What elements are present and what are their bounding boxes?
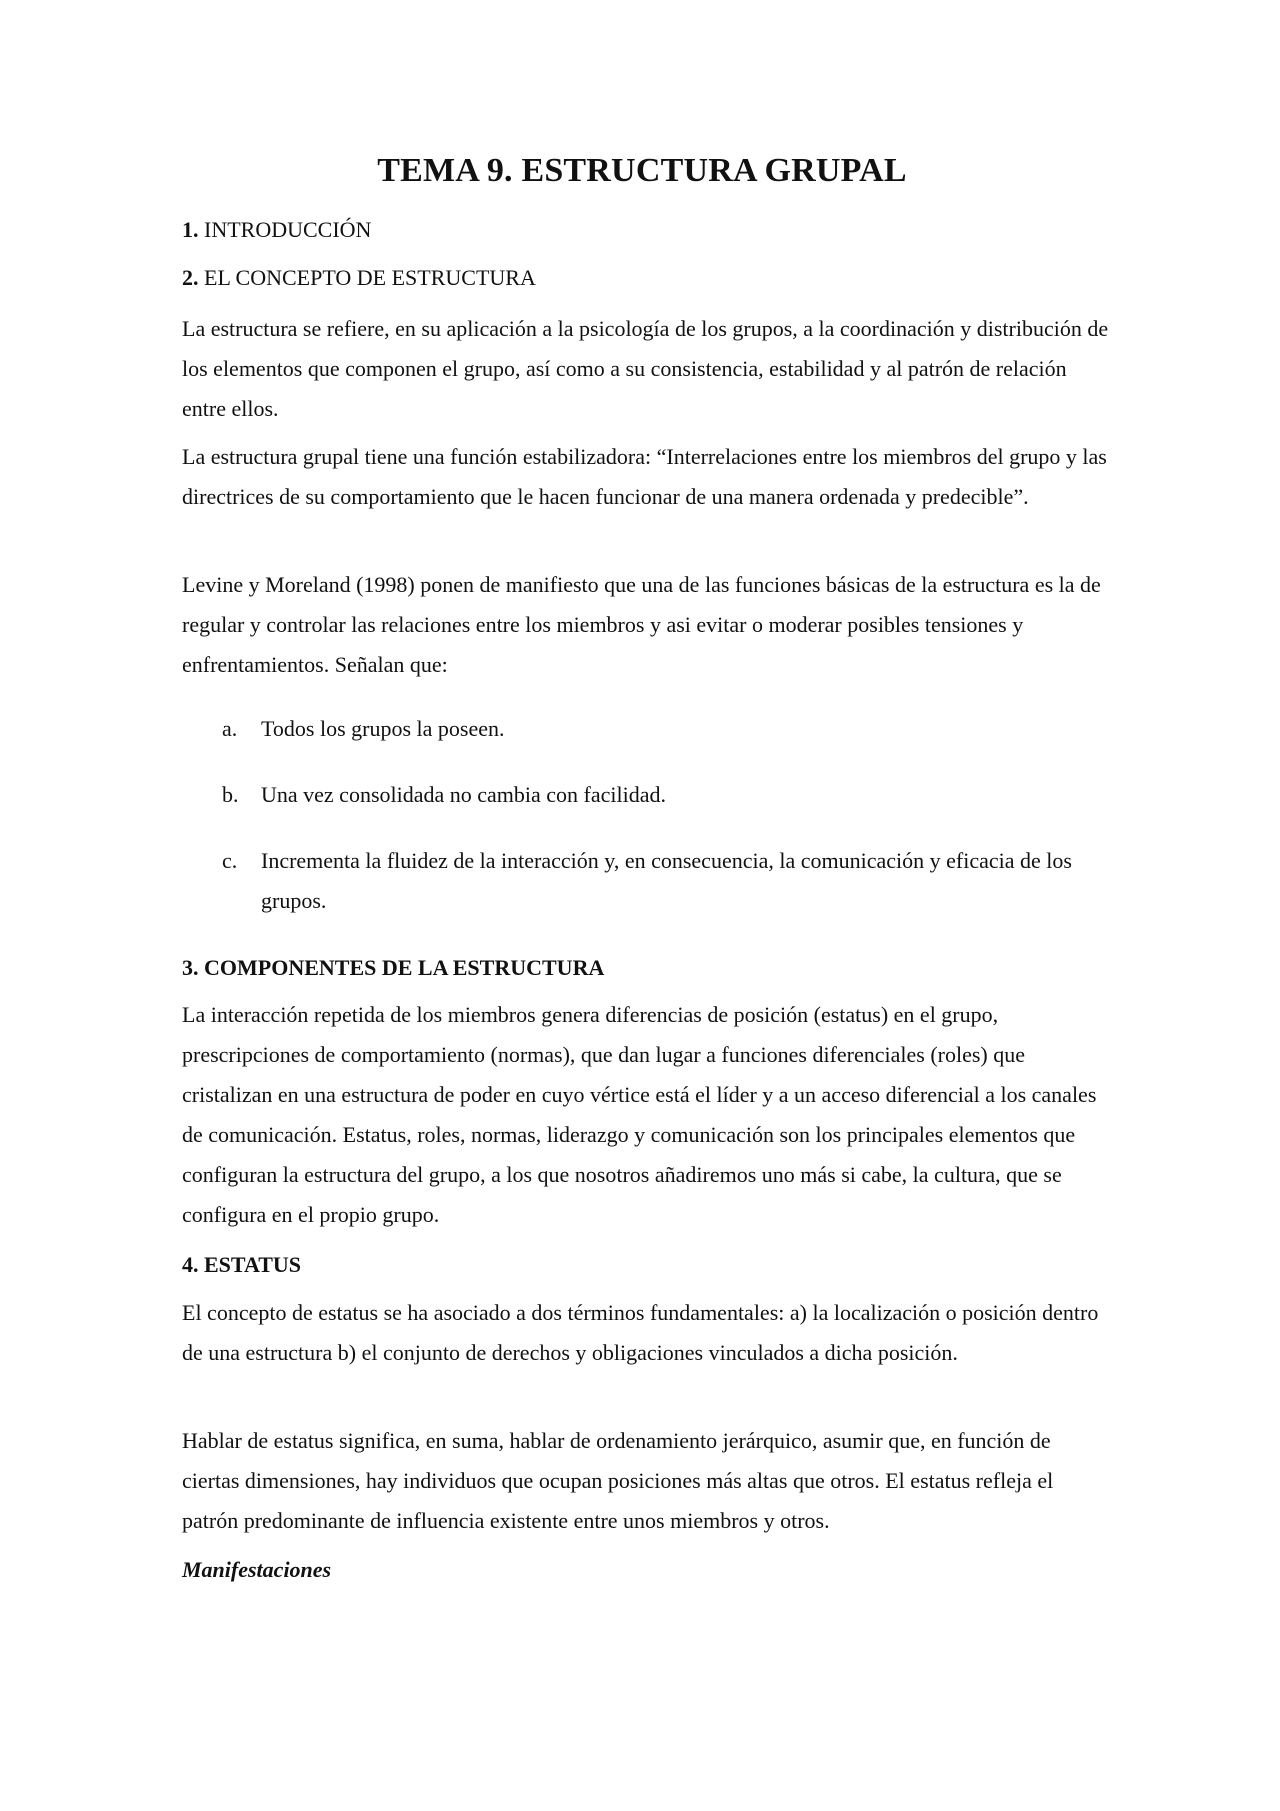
section-number: 2. <box>182 265 199 290</box>
section-title: ESTATUS <box>204 1252 302 1277</box>
paragraph: La estructura se refiere, en su aplicación a la psicología de los grupos, a la coordinación y distribución de los elementos que componen el grupo, así como a su consistencia, estabilidad y al patrón de relación entre ellos. <box>182 316 1109 421</box>
list-item-text: Todos los grupos la poseen. <box>261 716 505 741</box>
section-number: 4. <box>182 1252 199 1277</box>
section-title: EL CONCEPTO DE ESTRUCTURA <box>204 265 536 290</box>
paragraph: Hablar de estatus significa, en suma, hablar de ordenamiento jerárquico, asumir que, en función de ciertas dimensiones, hay individuos que ocupan posiciones más altas que otros. El estatus refleja el patrón predominante de influencia existente entre unos miembros y otros. <box>182 1428 1054 1533</box>
section-number: 3. <box>182 955 199 980</box>
section-heading-introduccion <box>182 215 371 245</box>
list-marker: b. <box>222 782 239 807</box>
list-marker: a. <box>222 716 238 741</box>
section-heading-componentes <box>182 953 604 983</box>
section-title: COMPONENTES DE LA ESTRUCTURA <box>204 955 605 980</box>
section-number: 1. <box>182 217 199 242</box>
list-item <box>222 775 1102 815</box>
list-marker: c. <box>222 848 238 873</box>
list-item-text: Una vez consolidada no cambia con facilidad. <box>261 782 667 807</box>
subheading-manifestaciones: Manifestaciones <box>182 1557 332 1582</box>
paragraph: El concepto de estatus se ha asociado a dos términos fundamentales: a) la localización o posición dentro de una estructura b) el conjunto de derechos y obligaciones vinculados a dicha posición. <box>182 1300 1099 1365</box>
paragraph: La estructura grupal tiene una función estabilizadora: “Interrelaciones entre los miembros del grupo y las directrices de su comportamiento que le hacen funcionar de una manera ordenada y predecible”. <box>182 444 1107 509</box>
section-heading-estatus <box>182 1250 301 1280</box>
list-item-text: Incrementa la fluidez de la interacción y, en consecuencia, la comunicación y eficacia de los grupos. <box>261 848 1072 913</box>
page-title: TEMA 9. ESTRUCTURA GRUPAL <box>377 152 907 189</box>
paragraph: La interacción repetida de los miembros genera diferencias de posición (estatus) en el grupo, prescripciones de comportamiento (normas), que dan lugar a funciones diferenciales (roles) que cristalizan en una estructura de poder en cuyo vértice está el líder y a un acceso diferencial a los canales de comunicación. Estatus, roles, normas, liderazgo y comunicación son los principales elementos que configuran la estructura del grupo, a los que nosotros añadiremos uno más si cabe, la cultura, que se configura en el propio grupo. <box>182 1002 1097 1227</box>
section-heading-concepto <box>182 263 536 293</box>
list-item <box>222 841 1102 921</box>
section-title: INTRODUCCIÓN <box>204 217 372 242</box>
paragraph: Levine y Moreland (1998) ponen de manifiesto que una de las funciones básicas de la estructura es la de regular y controlar las relaciones entre los miembros y asi evitar o moderar posibles tensiones y enfrentamientos. Señalan que: <box>182 572 1101 677</box>
list-item <box>222 709 1102 749</box>
